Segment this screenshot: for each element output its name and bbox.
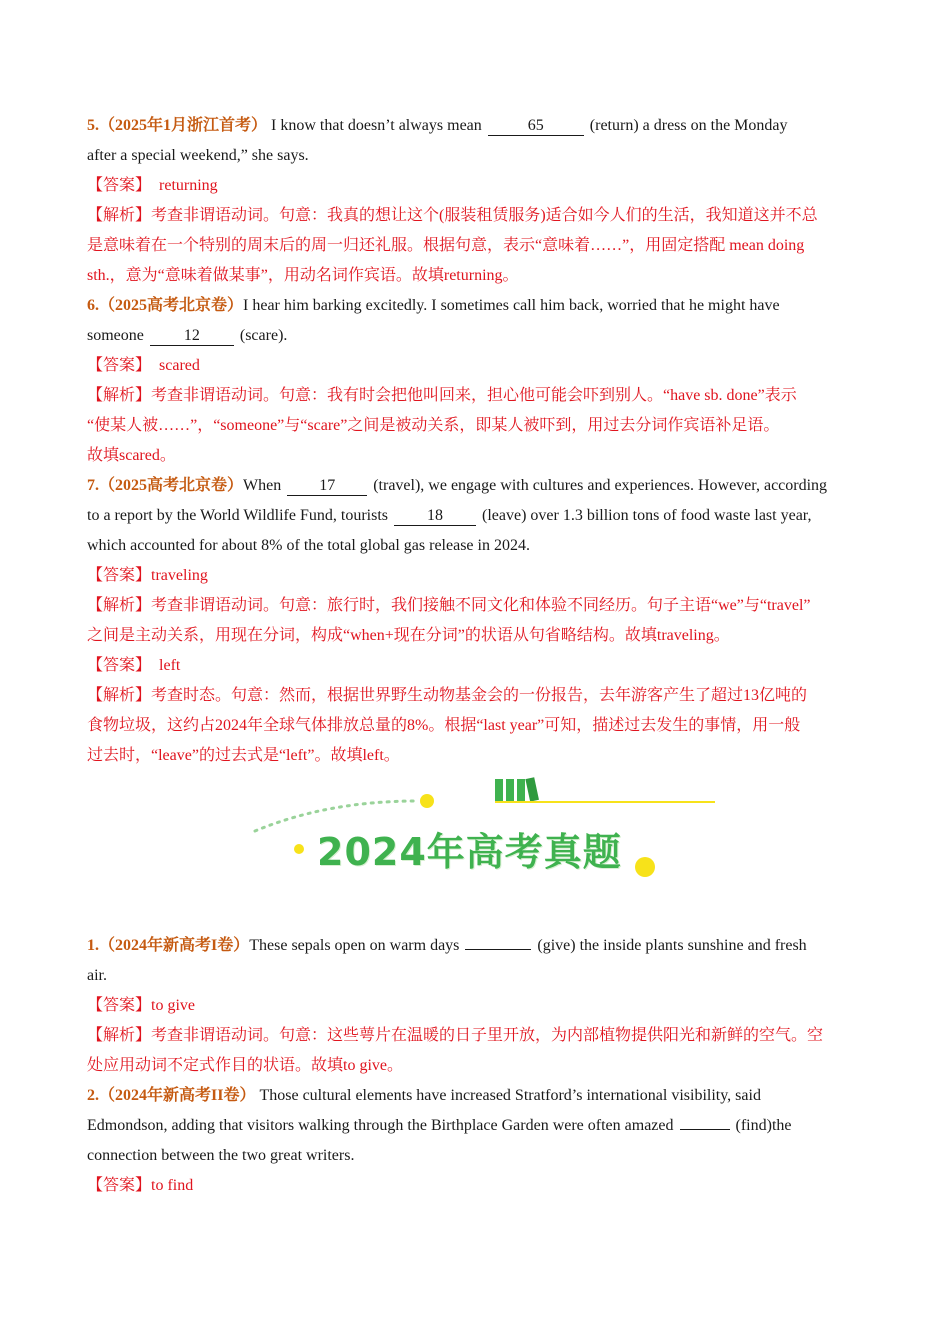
question-text: I know that doesn’t always mean	[267, 117, 486, 134]
analysis-line: 之间是主动关系，用现在分词，构成“when+现在分词”的状语从句省略结构。故填traveling。	[87, 627, 730, 644]
yellow-dot-icon	[294, 844, 304, 854]
answer-blank	[680, 1129, 730, 1130]
document-page	[87, 111, 864, 1201]
question-7-line-1	[87, 471, 864, 501]
yellow-dot-icon	[420, 794, 434, 808]
question-text: (give) the inside plants sunshine and fresh	[533, 937, 807, 954]
question-text: Edmondson, adding that visitors walking through the Birthplace Garden were often amazed	[87, 1117, 678, 1134]
answer-line	[87, 991, 864, 1021]
question-6-line-2	[87, 321, 864, 351]
question-source: （2024年新高考II卷）	[99, 1087, 256, 1104]
answer-value: to give	[151, 997, 196, 1014]
question-text: These sepals open on warm days	[249, 937, 464, 954]
answer-label: 【答案】	[87, 567, 152, 584]
analysis-line: 【解析】考查非谓语动词。句意：这些萼片在温暖的日子里开放，为内部植物提供阳光和新鲜的空气。空	[87, 1027, 824, 1044]
question-text: to a report by the World Wildlife Fund, tourists	[87, 507, 392, 524]
banner-title: 2024年高考真题	[317, 830, 622, 874]
answer-blank: 18	[394, 507, 476, 526]
question-number: 1.	[87, 937, 99, 954]
book-icon	[525, 777, 539, 801]
section-banner	[87, 771, 864, 931]
analysis-line: 【解析】考查时态。句意：然而，根据世界野生动物基金会的一份报告，去年游客产生了超过13亿吨的	[87, 687, 808, 704]
analysis-line: 处应用动词不定式作目的状语。故填to give。	[87, 1057, 403, 1074]
question-source: （2025高考北京卷）	[99, 477, 244, 494]
question-5-line-2: after a special weekend,” she says.	[87, 147, 309, 164]
answer-value: scared	[159, 357, 200, 374]
question-7-line-3: which accounted for about 8% of the total global gas release in 2024.	[87, 537, 530, 554]
question-source: （2025年1月浙江首考）	[99, 117, 268, 134]
answer-line	[87, 561, 864, 591]
book-icon	[506, 779, 514, 801]
question-6-line-1	[87, 291, 864, 321]
question-number: 7.	[87, 477, 99, 494]
answer-label: 【答案】	[87, 1177, 152, 1194]
book-icon	[495, 779, 503, 801]
answer-line	[87, 351, 864, 381]
answer-blank: 17	[287, 477, 367, 496]
analysis-line: 故填scared。	[87, 447, 176, 464]
analysis-line: 过去时，“leave”的过去式是“left”。故填left。	[87, 747, 400, 764]
answer-value: traveling	[151, 567, 208, 584]
answer-line	[87, 171, 864, 201]
question-text: I hear him barking excitedly. I sometimes call him back, worried that he might have	[243, 297, 780, 314]
analysis-line: “使某人被……”，“someone”与“scare”之间是被动关系，即某人被吓到，用过去分词作宾语补足语。	[87, 417, 780, 434]
answer-blank: 12	[150, 327, 234, 346]
answer-blank	[465, 949, 531, 950]
answer-blank: 65	[488, 117, 584, 136]
question-5-line-1	[87, 111, 864, 141]
answer-line	[87, 1171, 864, 1201]
question-text: When	[243, 477, 286, 494]
question-number: 2.	[87, 1087, 99, 1104]
yellow-dot-icon	[635, 857, 655, 877]
analysis-line: 【解析】考查非谓语动词。句意：我有时会把他叫回来，担心他可能会吓到别人。“have sb. done”表示	[87, 387, 797, 404]
answer-value: left	[159, 657, 181, 674]
analysis-line: 【解析】考查非谓语动词。句意：我真的想让这个(服装租赁服务)适合如今人们的生活，我知道这并不总	[87, 207, 818, 224]
answer-value: returning	[159, 177, 218, 194]
question-1-line-1	[87, 931, 864, 961]
analysis-line: 食物垃圾，这约占2024年全球气体排放总量的8%。根据“last year”可知，描述过去发生的事情，用一般	[87, 717, 801, 734]
analysis-line: 是意味着在一个特别的周末后的周一归还礼服。根据句意，表示“意味着……”，用固定搭配 mean doing	[87, 237, 805, 254]
question-2-line-2	[87, 1111, 864, 1141]
analysis-line: 【解析】考查非谓语动词。句意：旅行时，我们接触不同文化和体验不同经历。句子主语“we”与“travel”	[87, 597, 811, 614]
analysis-line: sth.，意为“意味着做某事”，用动名词作宾语。故填returning。	[87, 267, 519, 284]
question-2-line-3: connection between the two great writers.	[87, 1147, 355, 1164]
question-text: (return) a dress on the Monday	[585, 117, 788, 134]
answer-label: 【答案】	[87, 997, 152, 1014]
book-icon	[517, 779, 525, 801]
question-source: （2025高考北京卷）	[99, 297, 244, 314]
question-number: 6.	[87, 297, 99, 314]
question-text: Those cultural elements have increased Stratford’s international visibility, said	[255, 1087, 761, 1104]
question-7-line-2	[87, 501, 864, 531]
question-2-line-1	[87, 1081, 864, 1111]
answer-value: to find	[151, 1177, 194, 1194]
answer-line	[87, 651, 864, 681]
question-1-line-2: air.	[87, 967, 107, 984]
question-text: (leave) over 1.3 billion tons of food waste last year,	[478, 507, 812, 524]
question-text: (scare).	[235, 327, 288, 344]
question-text: (find)the	[731, 1117, 792, 1134]
answer-label: 【答案】	[87, 657, 152, 674]
answer-label: 【答案】	[87, 357, 152, 374]
answer-label: 【答案】	[87, 177, 152, 194]
question-text: someone	[87, 327, 148, 344]
question-number: 5.	[87, 117, 99, 134]
question-text: (travel), we engage with cultures and experiences. However, according	[369, 477, 828, 494]
question-source: （2024年新高考I卷）	[99, 937, 250, 954]
